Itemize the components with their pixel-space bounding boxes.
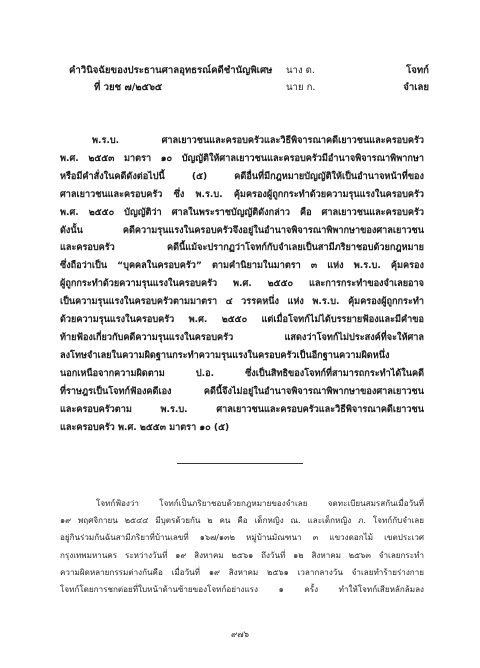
ruling-line: ดังนั้น คดีความรุนแรงในครอบครัวจึงอยู่ในอำนาจพิจารณาพิพากษาของศาลเยาวชน bbox=[60, 225, 424, 236]
facts-line: ความผิดหลายกรรมต่างกันคือ เมื่อวันที่ ๑๙ สิงหาคม ๒๕๖๑ เวลากลางวัน จำเลยทำร้ายร่างกาย bbox=[60, 566, 424, 577]
ruling-line: เป็นความรุนแรงในครอบครัวตามมาตรา ๔ วรรคหนึ่ง แห่ง พ.ร.บ. คุ้มครองผู้ถูกกระทำ bbox=[60, 297, 424, 308]
case-number: ที่ วยช ๗/๒๕๖๕ bbox=[94, 82, 163, 93]
ruling-summary bbox=[60, 133, 424, 437]
ruling-line: ท้ายฟ้องเกี่ยวกับคดีความรุนแรงในครอบครัว แสดงว่าโจทก์ไม่ประสงค์ที่จะให้ศาล bbox=[60, 332, 424, 343]
ruling-line: พ.ร.บ. ศาลเยาวชนและครอบครัวและวิธีพิจารณาคดีเยาวชนและครอบครัว bbox=[92, 136, 424, 146]
ruling-line: หรือมีคำสั่งในคดีดังต่อไปนี้ (๕) คดีอื่นที่มีกฎหมายบัญญัติให้เป็นอำนาจหน้าที่ของ bbox=[60, 171, 424, 182]
ruling-line: ศาลเยาวชนและครอบครัว ซึ่ง พ.ร.บ. คุ้มครองผู้ถูกกระทำด้วยความรุนแรงในครอบครัว bbox=[60, 189, 424, 200]
ruling-line: นอกเหนือจากความผิดตาม ป.อ. ซึ่งเป็นสิทธิของโจทก์ที่สามารถกระทำได้ในคดี bbox=[60, 368, 424, 379]
ruling-line: ลงโทษจำเลยในความผิดฐานกระทำความรุนแรงในครอบครัวเป็นอีกฐานความผิดหนึ่ง bbox=[60, 350, 390, 361]
facts-line: โจทก์ฟ้องว่า โจทก์เป็นภริยาชอบด้วยกฎหมายของจำเลย จดทะเบียนสมรสกันเมื่อวันที่ bbox=[96, 498, 424, 508]
ruling-line: ผู้ถูกกระทำด้วยความรุนแรงในครอบครัว พ.ศ. ๒๕๕๐ และการกระทำของจำเลยอาจ bbox=[60, 279, 424, 290]
facts-section bbox=[60, 495, 424, 598]
court-name: คำวินิจฉัยของประธานศาลอุทธรณ์คดีชำนัญพิเศษ bbox=[69, 65, 273, 76]
defendant-role: จำเลย bbox=[403, 82, 429, 93]
defendant-name: นาย ก. bbox=[286, 82, 316, 93]
facts-line: โจทก์โดยการชกต่อยที่ใบหน้าด้านซ้ายของโจทก์อย่างแรง ๑ ครั้ง ทำให้โจทก์เสียหลักล้มลง bbox=[60, 584, 424, 595]
page-number: ๙๗๖ bbox=[230, 630, 249, 640]
ruling-line: ที่ราษฎรเป็นโจทก์ฟ้องคดีเอง คดีนี้จึงไม่อยู่ในอำนาจพิจารณาพิพากษาของศาลเยาวชน bbox=[60, 386, 424, 397]
facts-line: อยู่กินร่วมกันฉันสามีภริยาที่บ้านเลขที่ ๑๖๗/๑๓๒ หมู่บ้านมัณฑนา ๓ แขวงดอกไม้ เขตประเวศ bbox=[60, 532, 424, 543]
facts-line: กรุงเทพมหานคร ระหว่างวันที่ ๑๙ สิงหาคม ๒๕๖๑ ถึงวันที่ ๑๒ สิงหาคม ๒๕๖๓ จำเลยกระทำ bbox=[60, 549, 424, 560]
section-divider bbox=[177, 463, 303, 464]
plaintiff-role: โจทก์ bbox=[406, 65, 429, 76]
ruling-line: ด้วยความรุนแรงในครอบครัว พ.ศ. ๒๕๕๐ แต่เมื่อโจทก์ไม่ได้บรรยายฟ้องและมีคำขอ bbox=[60, 315, 424, 326]
ruling-line: และครอบครัว คดีนี้แม้จะปรากฏว่าโจทก์กับจำเลยเป็นสามีภริยาชอบด้วยกฎหมาย bbox=[60, 243, 424, 254]
plaintiff-name: นาง ด. bbox=[286, 65, 315, 76]
header-row-plaintiff bbox=[0, 63, 480, 79]
ruling-line: ซึ่งถือว่าเป็น “บุคคลในครอบครัว” ตามคำนิยามในมาตรา ๓ แห่ง พ.ร.บ. คุ้มครอง bbox=[60, 261, 424, 272]
ruling-line: พ.ศ. ๒๕๕๓ มาตรา ๑๐ บัญญัติให้ศาลเยาวชนและครอบครัวมีอำนาจพิจารณาพิพากษา bbox=[60, 153, 424, 164]
ruling-line: พ.ศ. ๒๕๕๐ บัญญัติว่า ศาลในพระราชบัญญัติดังกล่าว คือ ศาลเยาวชนและครอบครัว bbox=[60, 207, 424, 218]
header-row-defendant bbox=[0, 80, 480, 96]
ruling-line: และครอบครัวตาม พ.ร.บ. ศาลเยาวชนและครอบครัวและวิธีพิจารณาคดีเยาวชน bbox=[60, 404, 424, 415]
ruling-line: และครอบครัว พ.ศ. ๒๕๕๓ มาตรา ๑๐ (๕) bbox=[60, 422, 230, 433]
facts-line: ๑๙ พฤศจิกายน ๒๕๔๔ มีบุตรด้วยกัน ๒ คน คือ เด็กหญิง ณ. และเด็กหญิง ภ. โจทก์กับจำเลย bbox=[60, 515, 424, 526]
